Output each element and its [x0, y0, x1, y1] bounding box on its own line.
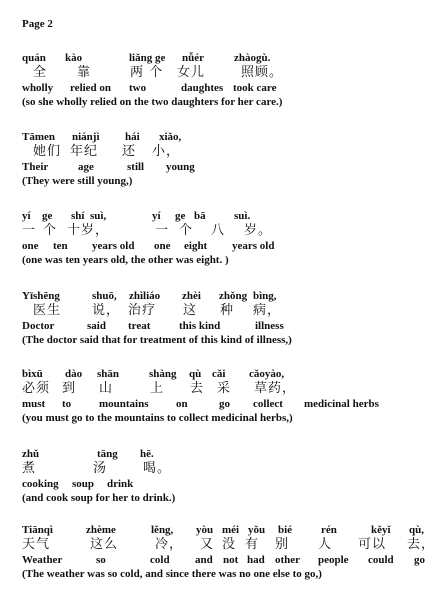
hanzi-word: 说， [92, 303, 121, 318]
hanzi-word: 到 [62, 381, 77, 396]
hanzi-word: 年纪 [70, 144, 99, 159]
english-word: Their [22, 161, 49, 173]
pinyin-word: yòu [196, 524, 214, 536]
pinyin-word: kěyǐ [371, 524, 391, 536]
stanza-2 [22, 131, 417, 188]
english-line [22, 239, 417, 253]
hanzi-word: 还 [122, 144, 137, 159]
pinyin-word: bìng, [253, 290, 277, 302]
pinyin-line [22, 448, 417, 461]
english-line [22, 319, 417, 333]
hanzi-line [22, 223, 417, 239]
hanzi-word: 岁。 [244, 223, 273, 238]
pinyin-word: ge [175, 210, 186, 222]
hanzi-line [22, 381, 417, 397]
english-word: Weather [22, 554, 63, 566]
pinyin-word: lěng, [151, 524, 174, 536]
hanzi-word: 必须 [22, 381, 51, 396]
pinyin-word: bā [194, 210, 206, 222]
pinyin-word: kào [65, 52, 83, 64]
hanzi-word: 女儿 [177, 65, 206, 80]
english-word: and [195, 554, 213, 566]
translation-line: (you must go to the mountains to collect medicinal herbs,) [22, 412, 293, 424]
stanza-6 [22, 448, 417, 505]
pinyin-word: shuō, [92, 290, 117, 302]
english-word: soup [72, 478, 95, 490]
hanzi-word: 病， [253, 303, 282, 318]
pinyin-word: zhǔ [22, 448, 40, 460]
hanzi-word: 没 [222, 537, 237, 552]
hanzi-word: 个 [43, 223, 58, 238]
pinyin-word: shàng [149, 368, 177, 380]
english-word: must [22, 398, 46, 410]
pinyin-word: xiǎo, [159, 131, 182, 143]
english-word: still [127, 161, 145, 173]
english-line [22, 477, 417, 491]
pinyin-line [22, 52, 417, 65]
hanzi-word: 采 [217, 381, 232, 396]
pinyin-word: qù, [409, 524, 424, 536]
hanzi-word: 煮 [22, 461, 37, 476]
hanzi-word: 照顾。 [241, 65, 284, 80]
english-word: one [154, 240, 171, 252]
english-word: not [223, 554, 239, 566]
hanzi-word: 两 个 [130, 65, 164, 80]
hanzi-word: 汤 [93, 461, 108, 476]
hanzi-line [22, 144, 417, 160]
hanzi-word: 一 [155, 223, 170, 238]
english-word: go [414, 554, 425, 566]
pinyin-word: quán [22, 52, 46, 64]
pinyin-word: zhèi [182, 290, 201, 302]
english-word: years old [92, 240, 135, 252]
pinyin-word: yí [22, 210, 31, 222]
stanza-3 [22, 210, 417, 267]
hanzi-word: 全 [33, 65, 48, 80]
english-word: two [129, 82, 147, 94]
pinyin-word: qù [189, 368, 202, 380]
english-word: years old [232, 240, 275, 252]
pinyin-word: suì. [234, 210, 251, 222]
english-word: treat [128, 320, 151, 332]
pinyin-word: méi [222, 524, 240, 536]
stanza-1 [22, 52, 417, 109]
english-word: illness [255, 320, 284, 332]
hanzi-word: 冷， [155, 537, 184, 552]
hanzi-word: 草药， [254, 381, 297, 396]
english-word: young [166, 161, 195, 173]
hanzi-word: 喝。 [143, 461, 172, 476]
pinyin-word: zhème [86, 524, 116, 536]
english-word: relied on [70, 82, 112, 94]
pinyin-line [22, 290, 417, 303]
english-word: eight [184, 240, 208, 252]
pinyin-line [22, 368, 417, 381]
hanzi-line [22, 65, 417, 81]
hanzi-word: 治疗 [128, 303, 157, 318]
english-word: daughtes [181, 82, 224, 94]
english-word: one [22, 240, 39, 252]
translation-line: (so she wholly relied on the two daughters for her care.) [22, 96, 283, 108]
english-word: took care [233, 82, 277, 94]
english-word: drink [107, 478, 134, 490]
hanzi-word: 八 [211, 223, 226, 238]
english-word: ten [53, 240, 68, 252]
hanzi-word: 个 [179, 223, 194, 238]
hanzi-word: 这 [183, 303, 198, 318]
pinyin-word: shí [71, 210, 85, 222]
english-word: could [368, 554, 394, 566]
pinyin-word: Yīshēng [22, 290, 60, 302]
hanzi-word: 去 [190, 381, 205, 396]
stanza-5 [22, 368, 417, 425]
english-word: mountains [99, 398, 149, 410]
pinyin-word: cǎi [212, 368, 226, 380]
pinyin-line [22, 210, 417, 223]
translation-line: (The doctor said that for treatment of this kind of illness,) [22, 334, 292, 346]
english-word: had [247, 554, 265, 566]
hanzi-word: 一 [22, 223, 37, 238]
pinyin-word: Tiānqì [22, 524, 53, 536]
pinyin-word: bié [278, 524, 293, 536]
pinyin-word: bìxū [22, 368, 43, 380]
pinyin-word: tāng [97, 448, 118, 460]
english-word: cooking [22, 478, 59, 490]
pinyin-word: niánjì [72, 131, 100, 143]
english-line [22, 553, 425, 567]
page-label: Page 2 [22, 18, 53, 30]
english-word: medicinal herbs [304, 398, 379, 410]
english-word: Doctor [22, 320, 55, 332]
english-word: age [78, 161, 94, 173]
translation-line: (They were still young,) [22, 175, 133, 187]
english-word: collect [253, 398, 283, 410]
hanzi-line [22, 461, 417, 477]
hanzi-line [22, 537, 435, 553]
hanzi-word: 医生 [33, 303, 62, 318]
english-line [22, 81, 417, 95]
pinyin-word: shān [97, 368, 120, 380]
hanzi-word: 山 [99, 381, 114, 396]
stanza-4 [22, 290, 417, 347]
english-word: go [219, 398, 230, 410]
pinyin-word: zhàogù. [234, 52, 271, 64]
pinyin-line [22, 131, 417, 144]
pinyin-line [22, 524, 424, 537]
hanzi-word: 有 [245, 537, 260, 552]
pinyin-word: yǒu [248, 524, 266, 536]
translation-line: (The weather was so cold, and since there was no one else to go,) [22, 568, 322, 580]
pinyin-word: nǚér [182, 52, 204, 64]
english-word: on [176, 398, 188, 410]
english-word: people [318, 554, 349, 566]
pinyin-word: rén [321, 524, 337, 536]
hanzi-word: 别 [275, 537, 290, 552]
translation-line: (one was ten years old, the other was eight. ) [22, 254, 229, 266]
english-word: said [87, 320, 106, 332]
english-line [22, 160, 417, 174]
pinyin-word: zhǒng [219, 290, 248, 302]
english-line [22, 397, 417, 411]
english-word: cold [150, 554, 170, 566]
hanzi-word: 天气 [22, 537, 51, 552]
english-word: other [275, 554, 301, 566]
hanzi-word: 人 [318, 537, 333, 552]
hanzi-word: 十岁， [67, 223, 110, 238]
pinyin-word: hái [125, 131, 140, 143]
hanzi-word: 去， [407, 537, 435, 552]
pinyin-word: ge [42, 210, 53, 222]
hanzi-word: 上 [150, 381, 165, 396]
hanzi-word: 这么 [90, 537, 119, 552]
hanzi-word: 种 [220, 303, 235, 318]
pinyin-word: zhìliáo [129, 290, 161, 302]
hanzi-word: 可以 [358, 537, 387, 552]
english-word: this kind [179, 320, 221, 332]
pinyin-word: hē. [140, 448, 154, 460]
hanzi-word: 小， [152, 144, 181, 159]
pinyin-word: Tāmen [22, 131, 55, 143]
hanzi-line [22, 303, 417, 319]
pinyin-word: dào [65, 368, 83, 380]
english-word: to [62, 398, 72, 410]
stanza-7 [22, 524, 435, 581]
pinyin-word: cǎoyào, [249, 368, 285, 380]
pinyin-word: liǎng ge [129, 52, 166, 64]
english-word: wholly [22, 82, 54, 94]
hanzi-word: 她们 [33, 144, 62, 159]
pinyin-word: yí [152, 210, 161, 222]
pinyin-word: suì, [90, 210, 107, 222]
hanzi-word: 靠 [77, 65, 92, 80]
english-word: so [96, 554, 106, 566]
hanzi-word: 又 [200, 537, 215, 552]
translation-line: (and cook soup for her to drink.) [22, 492, 176, 504]
